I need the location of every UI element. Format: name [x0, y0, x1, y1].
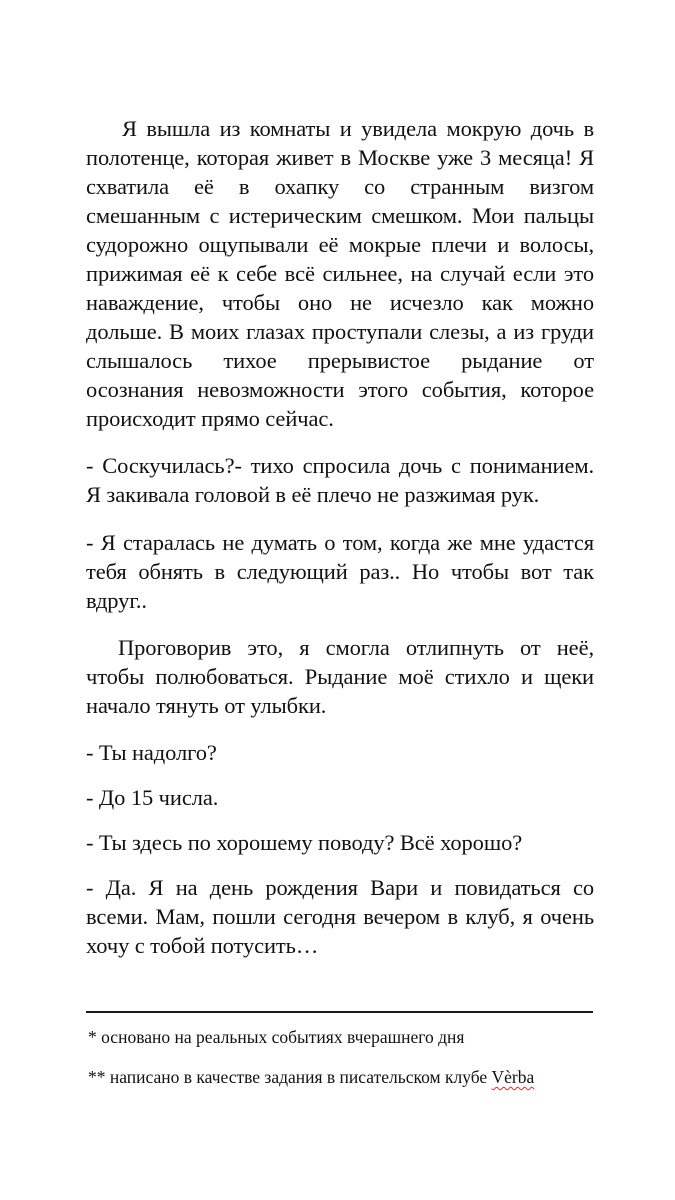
paragraph-opening: Я вышла из комнаты и увидела мокрую дочь в полотенце, которая живет в Москве уже 3 месяца! Я схватила её в охапку со странным визгом смешанным с истерическим смешком. Мои пальцы судорожно ощупывали её мокрые плечи и волосы, прижимая её к себе всё сильнее, на случай если это наваждение, чтобы оно не исчезло как можно дольше. В моих глазах проступали слезы, а из груди слышалось тихое прерывистое рыдание от осознания невозможности этого события, которое происходит прямо сейчас. [86, 116, 594, 431]
paragraph-question-long: - Ты надолго? [86, 740, 217, 765]
paragraph-answer-date: - До 15 числа. [86, 785, 219, 810]
paragraph-question-reason: - Ты здесь по хорошему поводу? Всё хорошо? [86, 830, 523, 855]
footnote-divider [86, 1011, 593, 1013]
club-name: Vèrba [491, 1067, 535, 1087]
footnotes [88, 1025, 588, 1089]
story-text [86, 114, 594, 960]
paragraph-dialogue-hug: - Я старалась не думать о том, когда же мне удастся тебя обнять в следующий раз.. Но чтобы вот так вдруг.. [86, 530, 594, 613]
footnote-real-events: * основано на реальных событиях вчерашнего дня [88, 1027, 465, 1047]
paragraph-dialogue-missed: - Соскучилась?- тихо спросила дочь с пониманием. Я закивала головой в её плечо не разжимая рук. [86, 453, 594, 507]
paragraph-answer-birthday: - Да. Я на день рождения Вари и повидаться со всеми. Мам, пошли сегодня вечером в клуб, я очень хочу с тобой потусить… [86, 875, 594, 958]
footnote-writing-club [88, 1065, 588, 1089]
footnote-writing-club-text: ** написано в качестве задания в писательском клубе [88, 1067, 492, 1087]
paragraph-smile: Проговорив это, я смогла отлипнуть от неё, чтобы полюбоваться. Рыдание моё стихло и щеки начало тянуть от улыбки. [86, 635, 594, 718]
